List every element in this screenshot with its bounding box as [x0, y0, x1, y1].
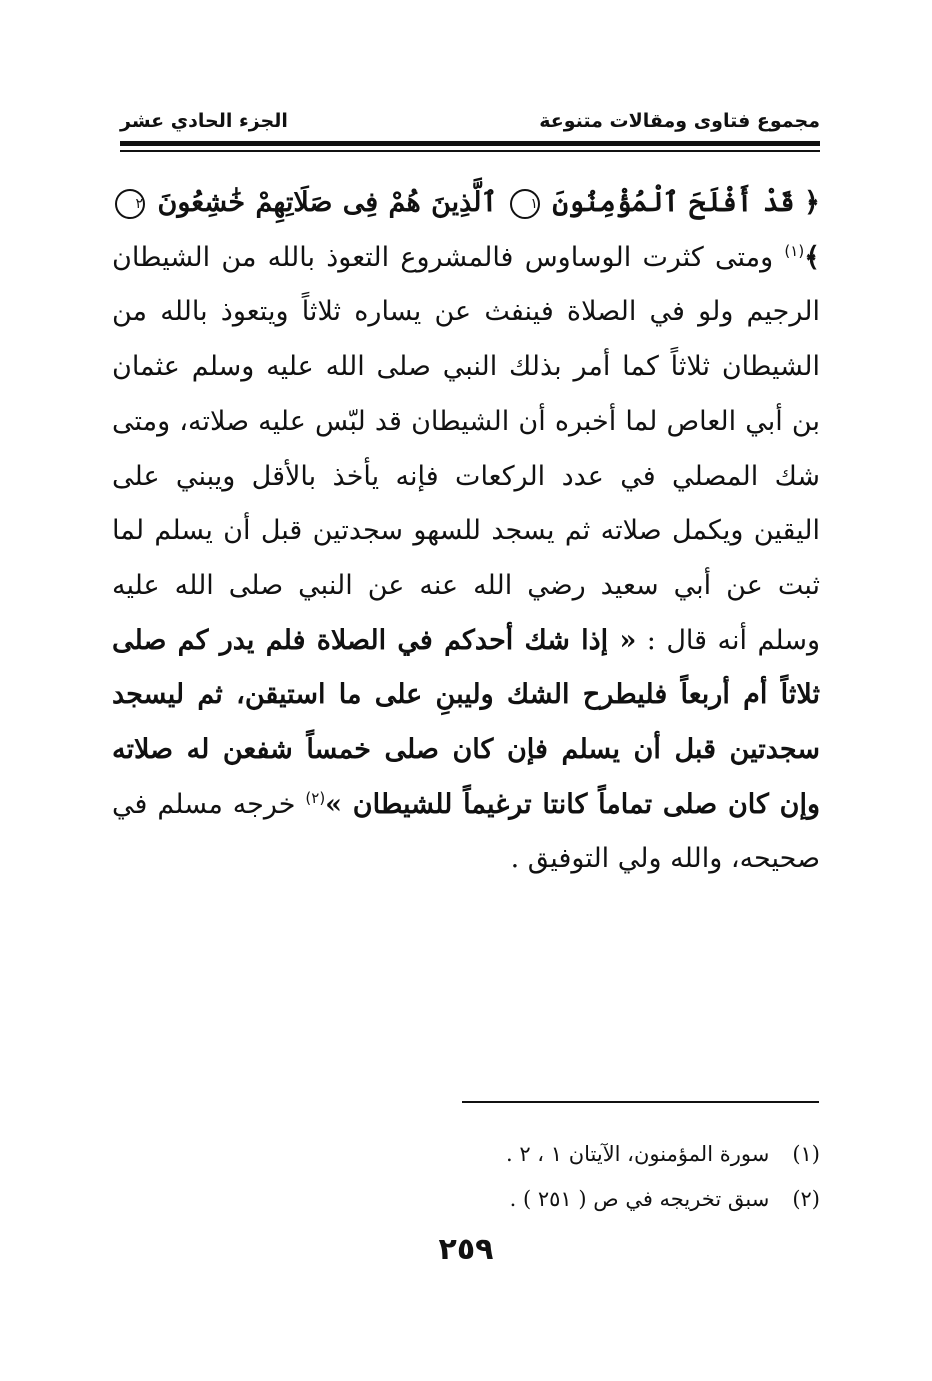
ayah-marker-2: ٢	[115, 189, 145, 219]
page-number: ٢٥٩	[438, 1232, 494, 1267]
footnote-number: (٢)	[792, 1187, 820, 1211]
paragraph-2: خرجه مسلم في صحيحه، والله ولي التوفيق .	[112, 788, 820, 875]
footnote-text: سورة المؤمنون، الآيتان ١ ، ٢ .	[505, 1142, 770, 1166]
footnote-separator	[462, 1101, 819, 1103]
ayah-marker-1: ١	[510, 189, 540, 219]
footnote-ref-2: (٢)	[305, 788, 326, 807]
running-header	[120, 106, 820, 138]
quran-verse-part-1: قَدْ أَفْلَحَ ٱلْمُؤْمِنُونَ	[552, 187, 795, 218]
quran-verse-part-2: ٱلَّذِينَ هُمْ فِى صَلَاتِهِمْ خَٰشِعُونَ	[157, 187, 498, 218]
footnote-number: (١)	[792, 1142, 820, 1166]
footnote-1	[260, 1132, 820, 1177]
footnotes	[260, 1132, 820, 1222]
paragraph-1: ومتى كثرت الوساوس فالمشروع التعوذ بالله من الشيطان الرجيم ولو في الصلاة فينفث عن يساره ثلاثاً ويتعوذ بالله من الشيطان ثلاثاً كما أمر بذلك النبي صلى الله عليه وسلم عثمان بن أبي العاص لما أخبره أن الشيطان قد لبّس عليه صلاته، ومتى شك المصلي في عدد الركعات فإنه يأخذ بالأقل ويبني على اليقين ويكمل صلاته ثم يسجد للسهو سجدتين قبل أن يسلم لما ثبت عن أبي سعيد رضي الله عنه عن النبي صلى الله عليه وسلم أنه قال :	[112, 241, 821, 656]
volume-part: الجزء الحادي عشر	[120, 110, 288, 132]
book-title: مجموع فتاوى ومقالات متنوعة	[539, 110, 820, 132]
footnote-2	[260, 1177, 820, 1222]
footnote-text: سبق تخريجه في ص ( ٢٥١ ) .	[509, 1187, 770, 1211]
verse-open-bracket: ﴿	[804, 187, 820, 218]
main-text	[112, 176, 820, 887]
verse-close-bracket: ﴾	[804, 241, 820, 273]
header-rule-thin	[120, 150, 820, 152]
footnote-ref-1: (١)	[784, 241, 805, 260]
hadith-quote: « إذا شك أحدكم في الصلاة فلم يدر كم صلى ثلاثاً أم أربعاً فليطرح الشك وليبنِ على ما استيقن، ثم ليسجد سجدتين قبل أن يسلم فإن كان صلى خمساً شفعن له صلاته وإن كان صلى تماماً كانتا ترغيماً للشيطان »	[112, 624, 820, 820]
header-rule-thick	[120, 141, 820, 146]
